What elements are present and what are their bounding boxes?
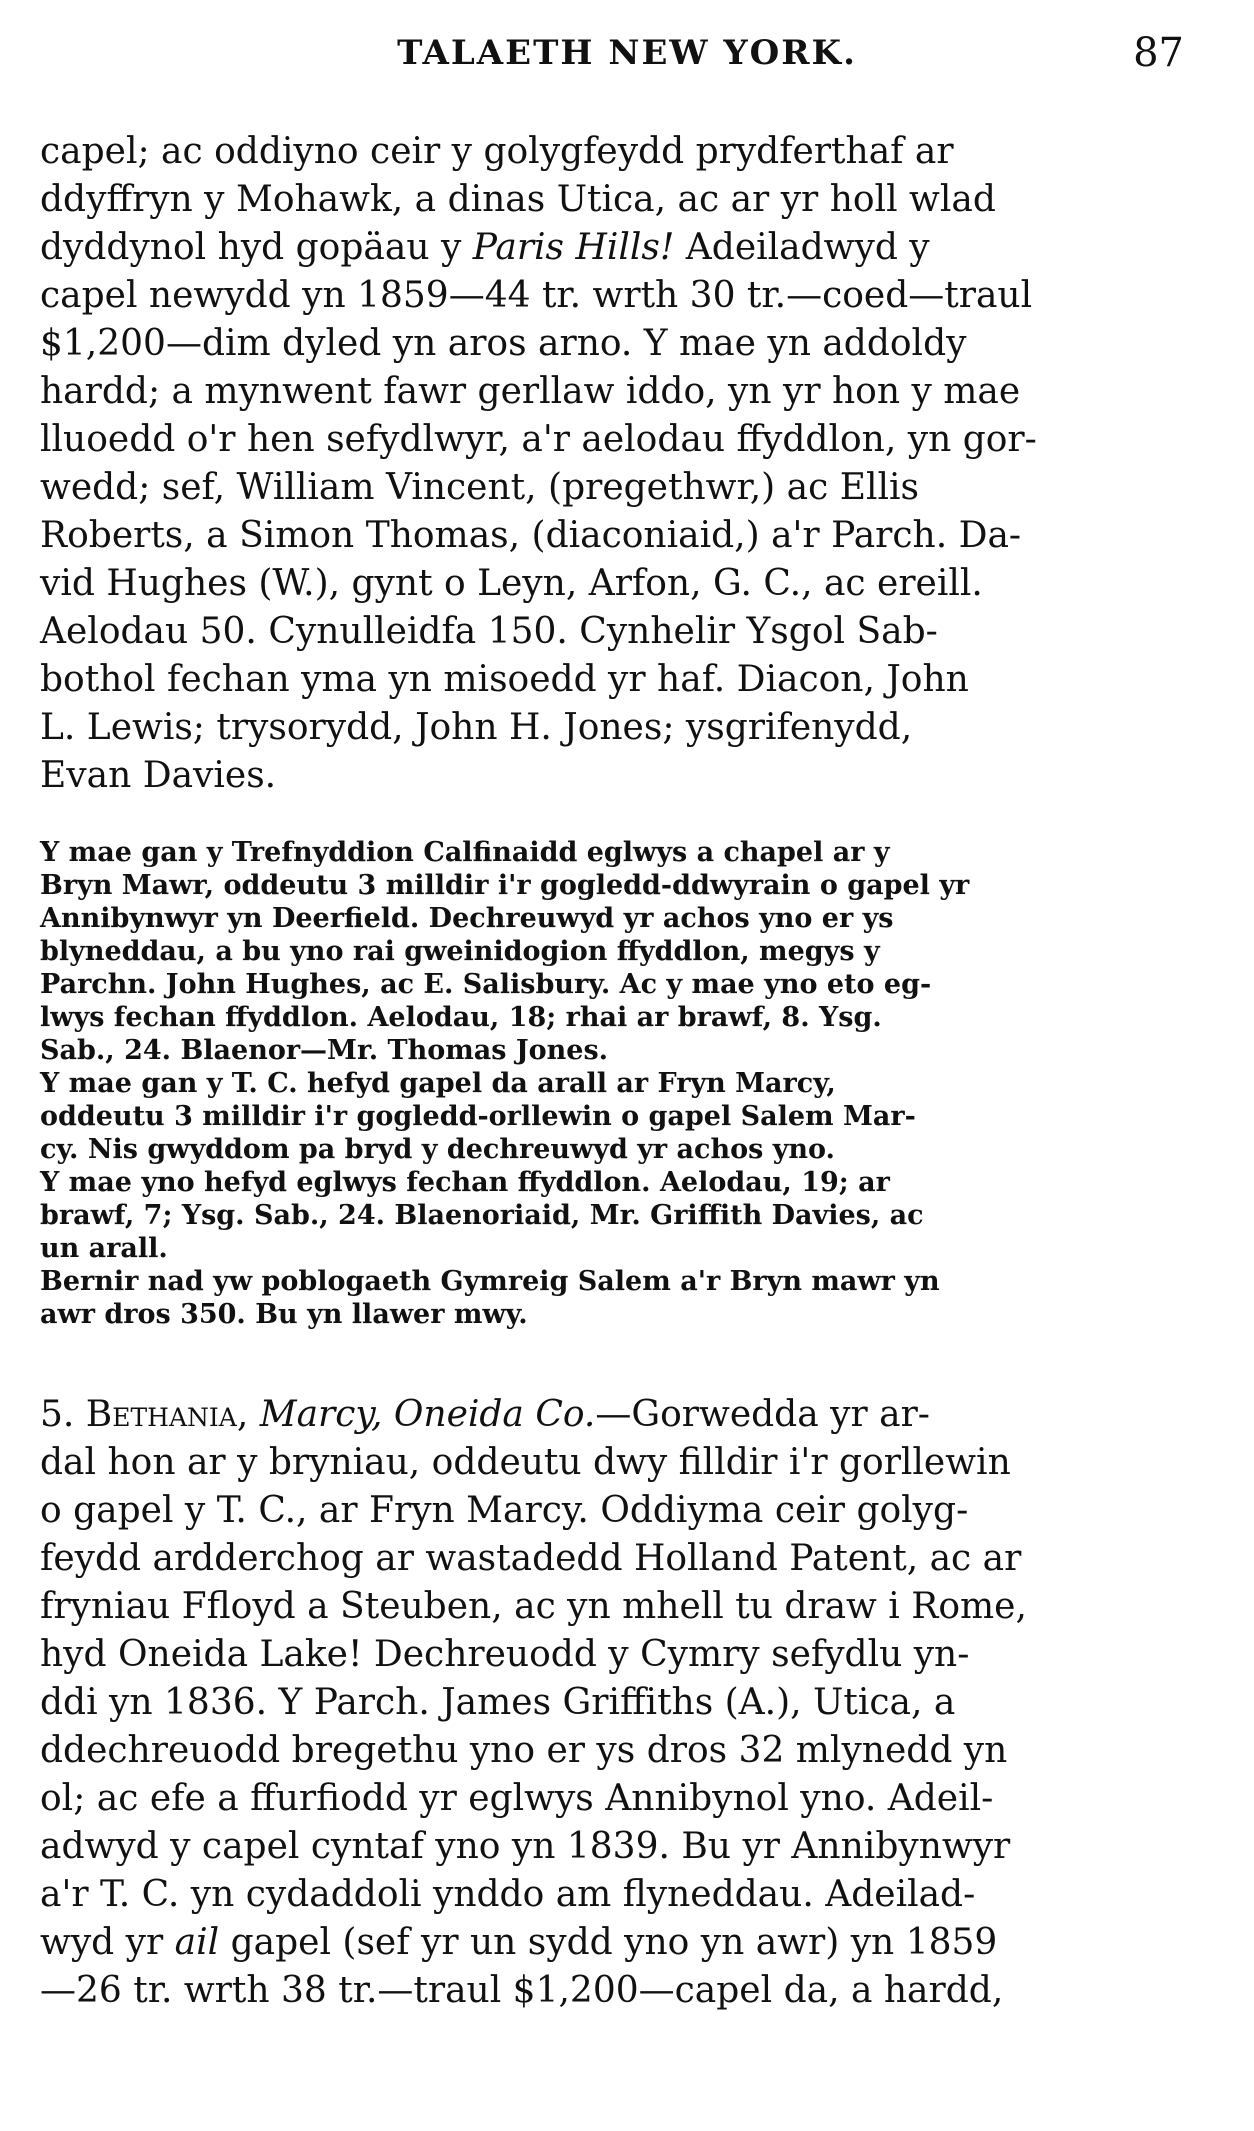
text-run: Adeiladwyd y xyxy=(674,227,930,268)
text-run: wyd yr xyxy=(40,1922,175,1963)
text-line xyxy=(40,224,1190,272)
text-line: adwyd y capel cyntaf yno yn 1839. Bu yr Annibynwyr xyxy=(40,1826,1011,1867)
text-line: blyneddau, a bu yno rai gweinidogion ffyddlon, megys y xyxy=(40,936,880,967)
text-line: Bryn Mawr, oddeutu 3 milldir i'r gogledd-ddwyrain o gapel yr xyxy=(40,870,970,901)
text-line: lluoedd o'r hen sefydlwyr, a'r aelodau ffyddlon, yn gor- xyxy=(40,419,1037,460)
paragraph-bethania xyxy=(40,1391,1190,2015)
text-line: Roberts, a Simon Thomas, (diaconiaid,) a'r Parch. Da- xyxy=(40,515,1022,556)
text-line: capel newydd yn 1859—44 tr. wrth 30 tr.—coed—traul xyxy=(40,275,1033,316)
text-line: $1,200—dim dyled yn aros arno. Y mae yn addoldy xyxy=(40,323,967,364)
paragraph-chapel-description xyxy=(40,128,1190,800)
text-line: capel; ac oddiyno ceir y golygfeydd prydferthaf ar xyxy=(40,131,954,172)
text-line: lwys fechan ffyddlon. Aelodau, 18; rhai ar brawf, 8. Ysg. xyxy=(40,1002,882,1033)
text-line: Y mae gan y Trefnyddion Calfinaidd eglwys a chapel ar y xyxy=(40,837,890,868)
header-title: TALAETH NEW YORK. xyxy=(397,33,857,73)
text-run: gapel (sef yr un sydd yno yn awr) yn 1859 xyxy=(219,1922,998,1963)
text-line: cy. Nis gwyddom pa bryd y dechreuwyd yr achos yno. xyxy=(40,1134,835,1165)
paragraph-bryn-mawr xyxy=(40,836,1190,1067)
text-run: —Gorwedda yr ar- xyxy=(595,1394,930,1435)
text-line: Y mae gan y T. C. hefyd gapel da arall ar Fryn Marcy, xyxy=(40,1068,836,1099)
paragraph-gap xyxy=(40,800,1190,836)
paragraph-gap xyxy=(40,1331,1190,1391)
text-line: hardd; a mynwent fawr gerllaw iddo, yn yr hon y mae xyxy=(40,371,1021,412)
paragraph-population xyxy=(40,1265,1190,1331)
text-line: feydd ardderchog ar wastadedd Holland Patent, ac ar xyxy=(40,1538,1022,1579)
text-line: hyd Oneida Lake! Dechreuodd y Cymry sefydlu yn- xyxy=(40,1634,970,1675)
text-line: bothol fechan yma yn misoedd yr haf. Diacon, John xyxy=(40,659,969,700)
text-line xyxy=(40,1391,1190,1439)
section-number: 5. xyxy=(40,1394,86,1435)
church-name: Bethania, xyxy=(85,1394,249,1435)
text-line: dal hon ar y bryniau, oddeutu dwy filldir i'r gorllewin xyxy=(40,1442,1011,1483)
text-line: —26 tr. wrth 38 tr.—traul $1,200—capel da, a hardd, xyxy=(40,1970,1004,2011)
text-line: wedd; sef, William Vincent, (pregethwr,) ac Ellis xyxy=(40,467,919,508)
text-line: Y mae yno hefyd eglwys fechan ffyddlon. Aelodau, 19; ar xyxy=(40,1167,890,1198)
text-line: Parchn. John Hughes, ac E. Salisbury. Ac y mae yno eto eg- xyxy=(40,969,932,1000)
text-line: ddechreuodd bregethu yno er ys dros 32 mlynedd yn xyxy=(40,1730,1008,1771)
text-line: Annibynwyr yn Deerfield. Dechreuwyd yr achos yno er ys xyxy=(40,903,894,934)
text-line: a'r T. C. yn cydaddoli ynddo am flyneddau. Adeilad- xyxy=(40,1874,976,1915)
text-line: ol; ac efe a ffurfiodd yr eglwys Annibynol yno. Adeil- xyxy=(40,1778,994,1819)
text-line: brawf, 7; Ysg. Sab., 24. Blaenoriaid, Mr. Griffith Davies, ac xyxy=(40,1200,924,1231)
page-number: 87 xyxy=(1133,30,1184,76)
text-run xyxy=(248,1394,259,1435)
italic-run: ail xyxy=(174,1922,220,1963)
text-line: o gapel y T. C., ar Fryn Marcy. Oddiyma ceir golyg- xyxy=(40,1490,969,1531)
text-line: vid Hughes (W.), gynt o Leyn, Arfon, G. C., ac ereill. xyxy=(40,563,983,604)
italic-run: Paris Hills! xyxy=(472,227,675,268)
text-line: Sab., 24. Blaenor—Mr. Thomas Jones. xyxy=(40,1035,609,1066)
text-line: ddyffryn y Mohawk, a dinas Utica, ac ar yr holl wlad xyxy=(40,179,996,220)
running-header xyxy=(40,28,1214,78)
text-line: Bernir nad yw poblogaeth Gymreig Salem a'r Bryn mawr yn xyxy=(40,1266,940,1297)
text-line: ddi yn 1836. Y Parch. James Griffiths (A.), Utica, a xyxy=(40,1682,956,1723)
text-run: dyddynol hyd gopäau y xyxy=(40,227,473,268)
page-body xyxy=(40,128,1190,2015)
text-line: un arall. xyxy=(40,1233,168,1264)
paragraph-bryn-marcy xyxy=(40,1067,1190,1265)
place-name: Marcy, Oneida Co. xyxy=(259,1394,596,1435)
text-line: Aelodau 50. Cynulleidfa 150. Cynhelir Ysgol Sab- xyxy=(40,611,938,652)
text-line: Evan Davies. xyxy=(40,755,277,796)
text-line: awr dros 350. Bu yn llawer mwy. xyxy=(40,1299,528,1330)
text-line: L. Lewis; trysorydd, John H. Jones; ysgrifenydd, xyxy=(40,707,913,748)
text-line: oddeutu 3 milldir i'r gogledd-orllewin o gapel Salem Mar- xyxy=(40,1101,916,1132)
text-line: fryniau Ffloyd a Steuben, ac yn mhell tu draw i Rome, xyxy=(40,1586,1027,1627)
text-line xyxy=(40,1919,1190,1967)
